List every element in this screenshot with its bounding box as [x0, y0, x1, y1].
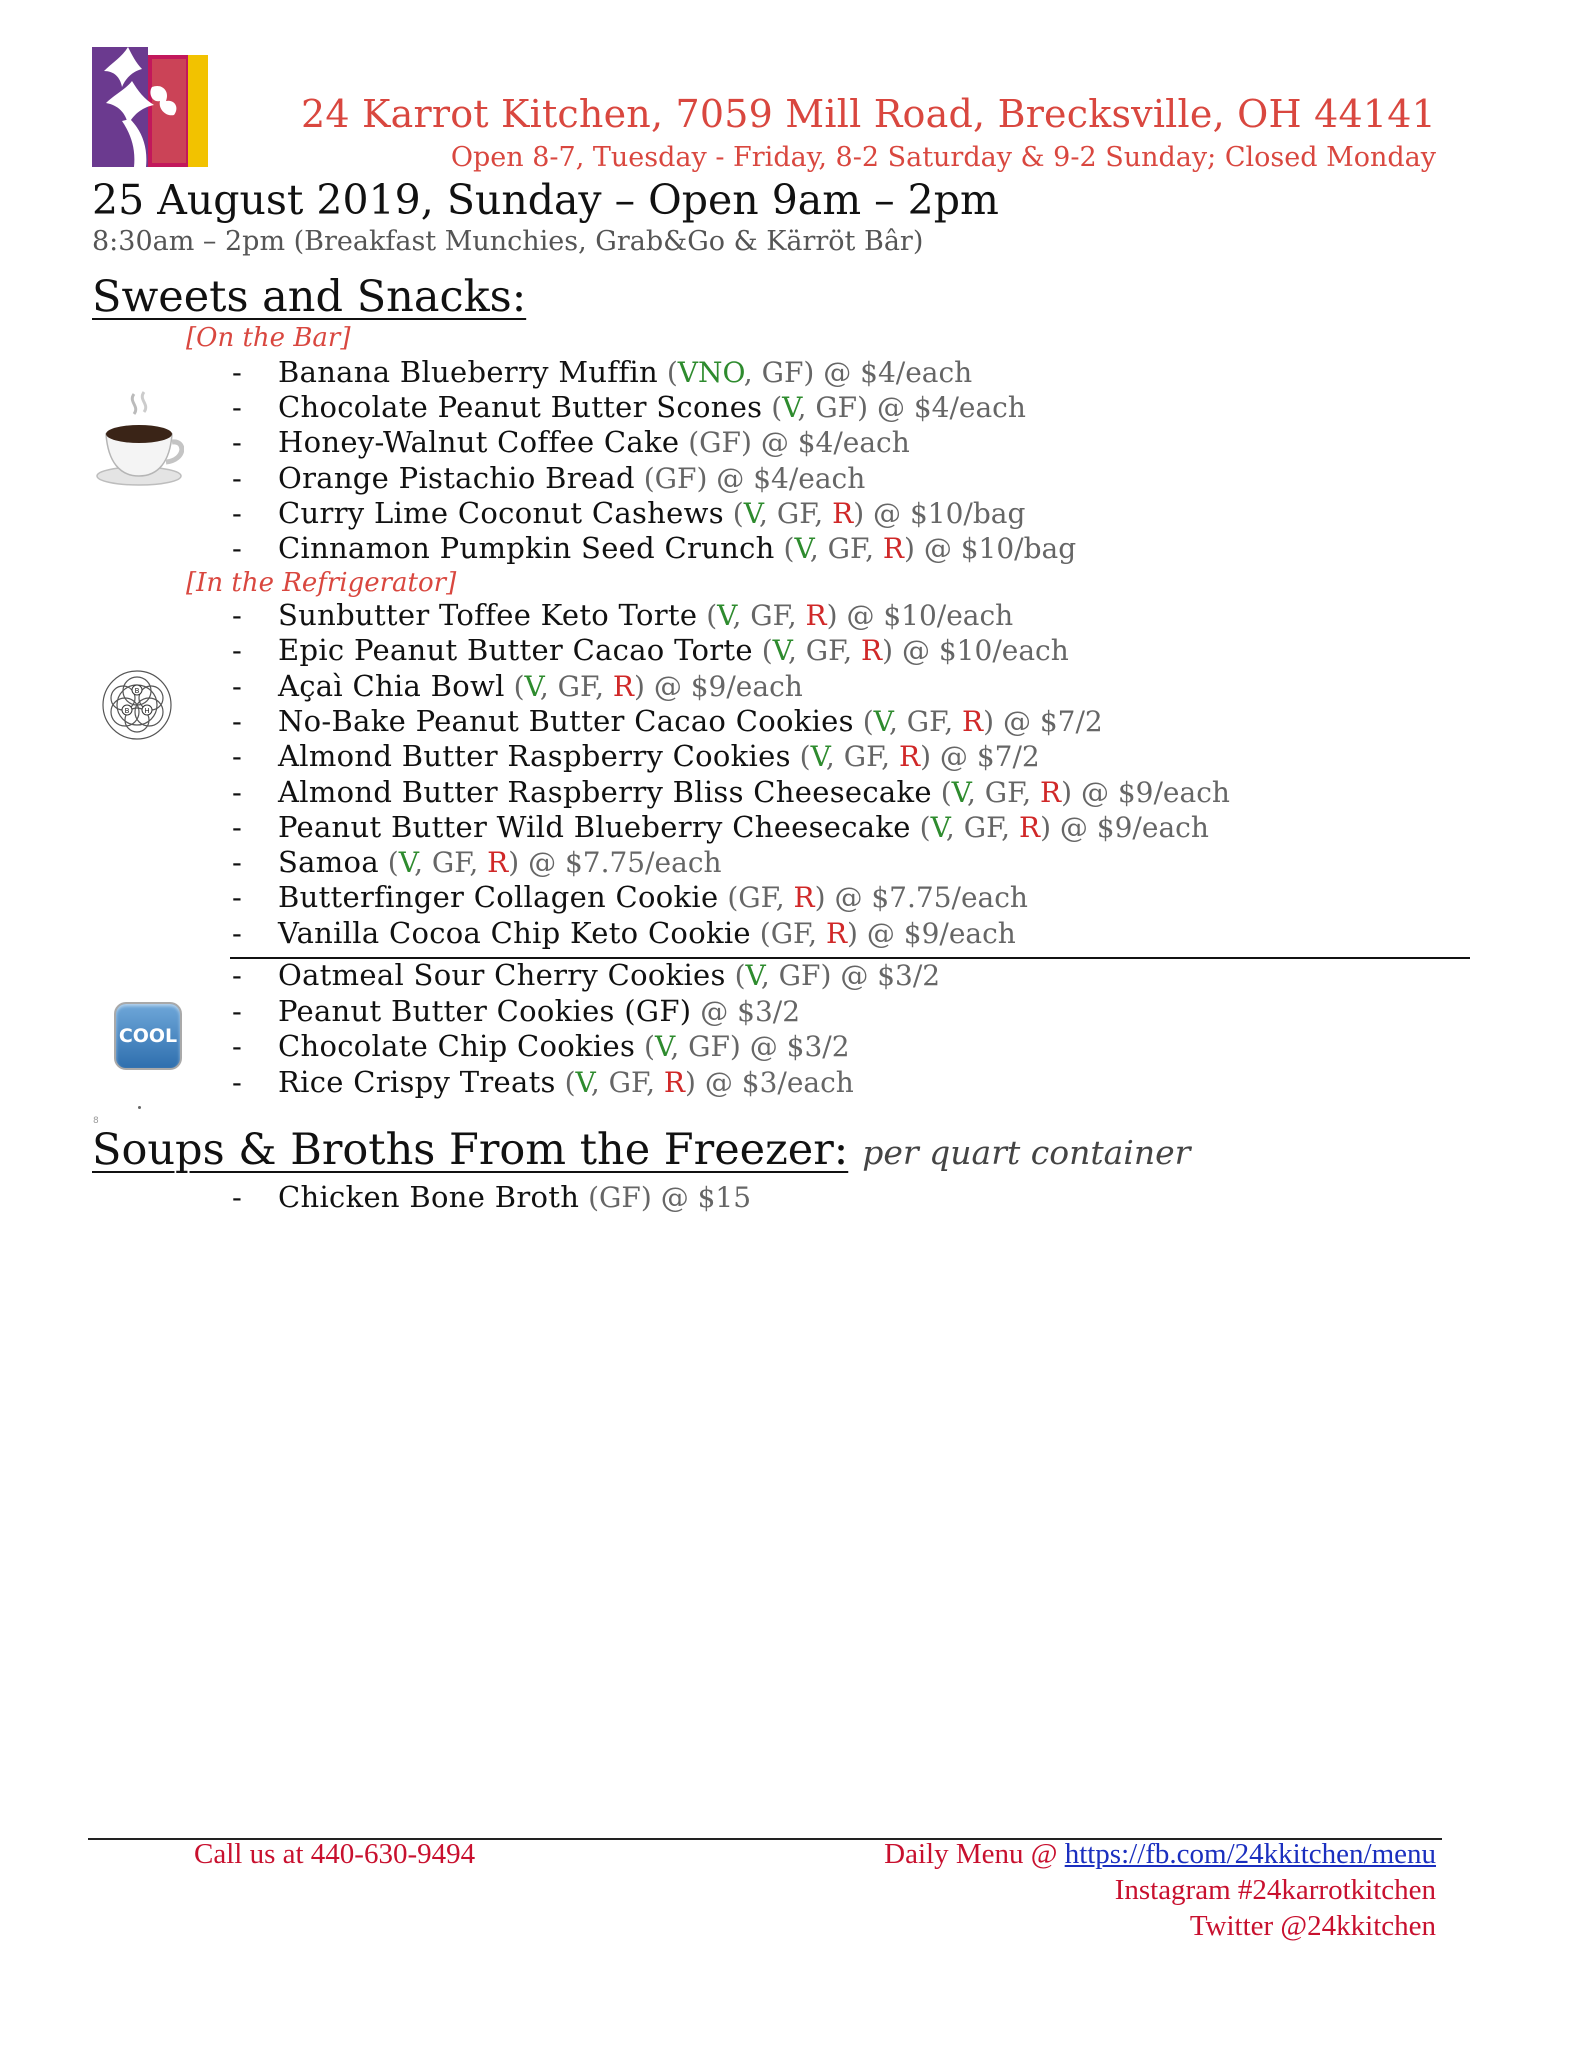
diet-tag: V: [772, 634, 788, 668]
list-dash: -: [232, 774, 242, 809]
diet-tag: GF: [778, 959, 821, 992]
menu-prefix: Daily Menu @: [884, 1838, 1065, 1870]
menu-item: [232, 880, 1028, 915]
item-meta: (V, GF, R) @ $10/bag: [774, 532, 1077, 565]
item-name: Curry Lime Coconut Cashews: [278, 495, 724, 530]
diet-tag: GF: [984, 775, 1023, 809]
item-price: @ $9/each: [1059, 810, 1209, 844]
svg-text:B: B: [134, 687, 140, 695]
diet-tag: V: [930, 810, 946, 844]
menu-item: [232, 1029, 850, 1064]
item-price: @ $10/bag: [923, 532, 1077, 565]
item-meta: (V, GF, R) @ $10/each: [752, 634, 1069, 668]
menu-item: [232, 994, 800, 1029]
item-name: Almond Butter Raspberry Bliss Cheesecake: [278, 774, 932, 809]
small-dot: [138, 1106, 141, 1109]
item-name: No-Bake Peanut Butter Cacao Cookies: [278, 703, 854, 738]
diet-tag: GF: [906, 704, 945, 738]
diet-tag: VNO: [677, 356, 744, 389]
diet-tag: V: [782, 391, 798, 425]
item-meta: (V, GF) @ $4/each: [762, 391, 1026, 425]
diet-tag: R: [793, 881, 815, 915]
list-dash: -: [232, 495, 242, 530]
item-price: @ $4/each: [876, 391, 1026, 425]
item-price: @ $9/each: [653, 669, 803, 703]
menu-item: [232, 355, 972, 390]
diet-tag: R: [612, 669, 634, 703]
menu-item: [232, 531, 1076, 566]
list-dash: -: [232, 809, 242, 844]
list-dash: -: [232, 633, 242, 668]
list-dash: -: [232, 355, 242, 389]
item-name: Sunbutter Toffee Keto Torte: [278, 598, 698, 632]
item-meta: (V, GF) @ $3/2: [725, 959, 941, 992]
diet-tag: GF: [963, 810, 1002, 844]
item-meta: (GF) @ $4/each: [634, 461, 866, 495]
diet-tag: GF: [805, 634, 844, 668]
list-dash: -: [232, 1180, 242, 1214]
item-price: @ $3/2: [700, 994, 801, 1028]
diet-tag: V: [524, 669, 540, 703]
diet-tag: R: [663, 1065, 686, 1099]
diet-tag: R: [898, 740, 921, 774]
diet-tag: V: [743, 496, 760, 530]
menu-item: [232, 958, 940, 993]
menu-item: [232, 496, 1025, 531]
item-name: Banana Blueberry Muffin: [278, 355, 658, 389]
item-price: @ $7.75/each: [834, 881, 1028, 915]
diet-tag: GF: [776, 496, 815, 530]
coffee-cup-icon: [94, 388, 184, 488]
diet-tag: V: [873, 704, 889, 738]
diet-tag: GF: [599, 1181, 641, 1214]
date-line: 25 August 2019, Sunday – Open 9am – 2pm: [92, 176, 999, 224]
diet-tag: V: [745, 959, 761, 992]
diet-tag: V: [398, 846, 415, 880]
list-dash: -: [232, 958, 242, 992]
menu-item: [232, 633, 1069, 668]
item-name: Açaì Chia Bowl: [278, 668, 505, 703]
item-meta: (GF, R) @ $9/each: [750, 916, 1016, 950]
item-meta: (V, GF, R) @ $9/each: [931, 775, 1230, 809]
list-dash: -: [232, 1029, 242, 1063]
item-meta: (V, GF, R) @ $7/2: [790, 740, 1040, 774]
item-name: Cinnamon Pumpkin Seed Crunch: [278, 531, 775, 565]
item-name: Chocolate Peanut Butter Scones: [278, 390, 763, 425]
diet-tag: GF: [557, 669, 596, 703]
menu-item: [232, 704, 1103, 739]
item-name: Honey-Walnut Coffee Cake: [278, 425, 680, 460]
menu-item: [232, 461, 865, 496]
item-meta: (V, GF, R) @ $9/each: [910, 810, 1209, 844]
diet-tag: R: [962, 704, 984, 738]
list-dash: -: [232, 739, 242, 774]
diet-tag: R: [832, 496, 854, 530]
item-meta: (V, GF, R) @ $7/2: [853, 704, 1103, 738]
item-name: Epic Peanut Butter Cacao Torte: [278, 633, 753, 668]
item-meta: (V, GF, R) @ $9/each: [504, 669, 803, 703]
item-price: @ $4/each: [823, 356, 973, 389]
diet-tag: R: [882, 532, 904, 565]
service-hours-line: 8:30am – 2pm (Breakfast Munchies, Grab&Go & Kärröt Bâr): [92, 226, 924, 257]
list-dash: -: [232, 531, 242, 565]
menu-link[interactable]: https://fb.com/24kkitchen/menu: [1064, 1838, 1436, 1870]
item-name: Chicken Bone Broth: [278, 1180, 580, 1214]
on-bar-label: [On the Bar]: [186, 323, 351, 353]
item-name: Oatmeal Sour Cherry Cookies: [278, 958, 726, 992]
item-name: Orange Pistachio Bread: [278, 460, 635, 495]
menu-item: [232, 425, 910, 460]
item-meta: (VNO, GF) @ $4/each: [657, 356, 973, 389]
logo-icon: [92, 47, 214, 167]
list-dash: -: [232, 390, 242, 425]
item-price: @ $10/each: [846, 599, 1014, 632]
item-price: @ $4/each: [716, 461, 866, 495]
soups-note: per quart container: [862, 1133, 1191, 1172]
item-price: @ $7.75/each: [528, 846, 722, 880]
sweets-section-title: Sweets and Snacks:: [92, 272, 527, 322]
item-price: @ $10/each: [901, 634, 1069, 668]
list-dash: -: [232, 993, 242, 1028]
refrigerator-label: [In the Refrigerator]: [186, 568, 457, 598]
menu-item: [232, 669, 803, 704]
header-address: 24 Karrot Kitchen, 7059 Mill Road, Brecksville, OH 44141: [300, 92, 1436, 136]
list-dash: -: [232, 703, 242, 738]
diet-tag: GF: [431, 846, 470, 880]
item-price: @ $10/bag: [873, 496, 1026, 530]
item-price: @ $4/each: [760, 426, 910, 460]
list-dash: -: [232, 460, 242, 495]
list-dash: -: [232, 598, 242, 632]
diet-tag: GF: [827, 532, 866, 565]
item-price: @ $3/2: [749, 1030, 850, 1063]
item-price: @ $3/each: [704, 1065, 854, 1099]
diet-tag: R: [1040, 775, 1062, 809]
diet-tag: GF: [815, 391, 858, 425]
soups-title-text: Soups & Broths From the Freezer:: [92, 1125, 849, 1175]
item-meta: [691, 995, 800, 1028]
item-meta: (V, GF, R) @ $10/bag: [723, 496, 1026, 530]
diet-tag: R: [487, 846, 509, 880]
list-dash: -: [232, 1064, 242, 1099]
diet-tag: V: [717, 599, 733, 632]
list-dash: -: [232, 668, 242, 703]
item-meta: (GF) @ $15: [579, 1181, 752, 1214]
item-meta: (GF) @ $4/each: [679, 426, 910, 460]
diet-tag: GF: [761, 356, 804, 389]
menu-item: [232, 810, 1209, 845]
small-mark: 8: [93, 1116, 99, 1126]
item-meta: (V, GF, R) @ $10/each: [697, 599, 1014, 632]
svg-text:B: B: [124, 707, 130, 715]
item-name: Rice Crispy Treats: [278, 1064, 556, 1099]
footer-twitter: Twitter @24kkitchen: [1189, 1910, 1436, 1942]
diet-tag: R: [1018, 810, 1041, 844]
menu-item: [232, 1065, 854, 1100]
list-dash: -: [232, 915, 242, 950]
diet-tag: R: [805, 599, 827, 632]
bbh-flower-icon: [100, 668, 174, 742]
diet-tag: V: [810, 740, 826, 774]
list-dash: -: [232, 425, 242, 460]
item-meta: (V, GF, R) @ $3/each: [555, 1065, 854, 1099]
item-name: Butterfinger Collagen Cookie: [278, 880, 719, 915]
list-dash: -: [232, 845, 242, 880]
menu-item: [232, 598, 1013, 633]
menu-item: [232, 1180, 751, 1215]
diet-tag: GF: [688, 1030, 730, 1063]
list-dash: -: [232, 880, 242, 915]
diet-tag: GF: [608, 1065, 647, 1099]
item-price: @ $7/2: [1002, 704, 1103, 738]
diet-tag: GF: [843, 740, 882, 774]
diet-tag: GF: [750, 599, 788, 632]
menu-item: [232, 845, 722, 880]
diet-tag: GF: [738, 881, 776, 915]
item-name: Peanut Butter Cookies (GF): [278, 993, 692, 1028]
cool-badge-icon: COOL: [114, 1002, 182, 1070]
menu-item: [232, 390, 1026, 425]
item-name: Vanilla Cocoa Chip Keto Cookie: [278, 915, 751, 950]
item-price: @ $7/2: [939, 740, 1040, 774]
item-price: @ $9/each: [866, 916, 1016, 950]
diet-tag: GF: [770, 916, 809, 950]
diet-tag: V: [575, 1065, 591, 1099]
diet-tag: V: [654, 1030, 671, 1063]
item-name: Peanut Butter Wild Blueberry Cheesecake: [278, 809, 911, 844]
item-name: Almond Butter Raspberry Cookies: [278, 739, 791, 774]
footer-phone: Call us at 440-630-9494: [194, 1838, 476, 1870]
menu-item: [232, 775, 1230, 810]
diet-tag: R: [861, 634, 883, 668]
menu-item: [232, 739, 1040, 774]
footer-instagram: Instagram #24karrotkitchen: [1114, 1874, 1436, 1906]
menu-item: [232, 916, 1016, 951]
svg-text:H: H: [144, 707, 150, 715]
diet-tag: V: [794, 532, 810, 565]
diet-tag: GF: [699, 426, 741, 460]
diet-tag: GF: [654, 461, 697, 495]
diet-tag: R: [825, 916, 848, 950]
item-name: Chocolate Chip Cookies: [278, 1029, 636, 1063]
item-price: @ $9/each: [1080, 775, 1230, 809]
footer-daily-menu: [884, 1838, 1436, 1871]
header-hours: Open 8-7, Tuesday - Friday, 8-2 Saturday & 9-2 Sunday; Closed Monday: [450, 142, 1436, 173]
item-meta: (GF, R) @ $7.75/each: [718, 881, 1028, 915]
item-name: Samoa: [278, 845, 379, 880]
item-meta: (V, GF) @ $3/2: [635, 1030, 850, 1063]
item-price: @ $15: [660, 1181, 752, 1214]
diet-tag: V: [951, 775, 967, 809]
soups-section-title: [92, 1125, 1190, 1175]
item-meta: (V, GF, R) @ $7.75/each: [378, 846, 722, 880]
item-price: @ $3/2: [840, 959, 941, 992]
